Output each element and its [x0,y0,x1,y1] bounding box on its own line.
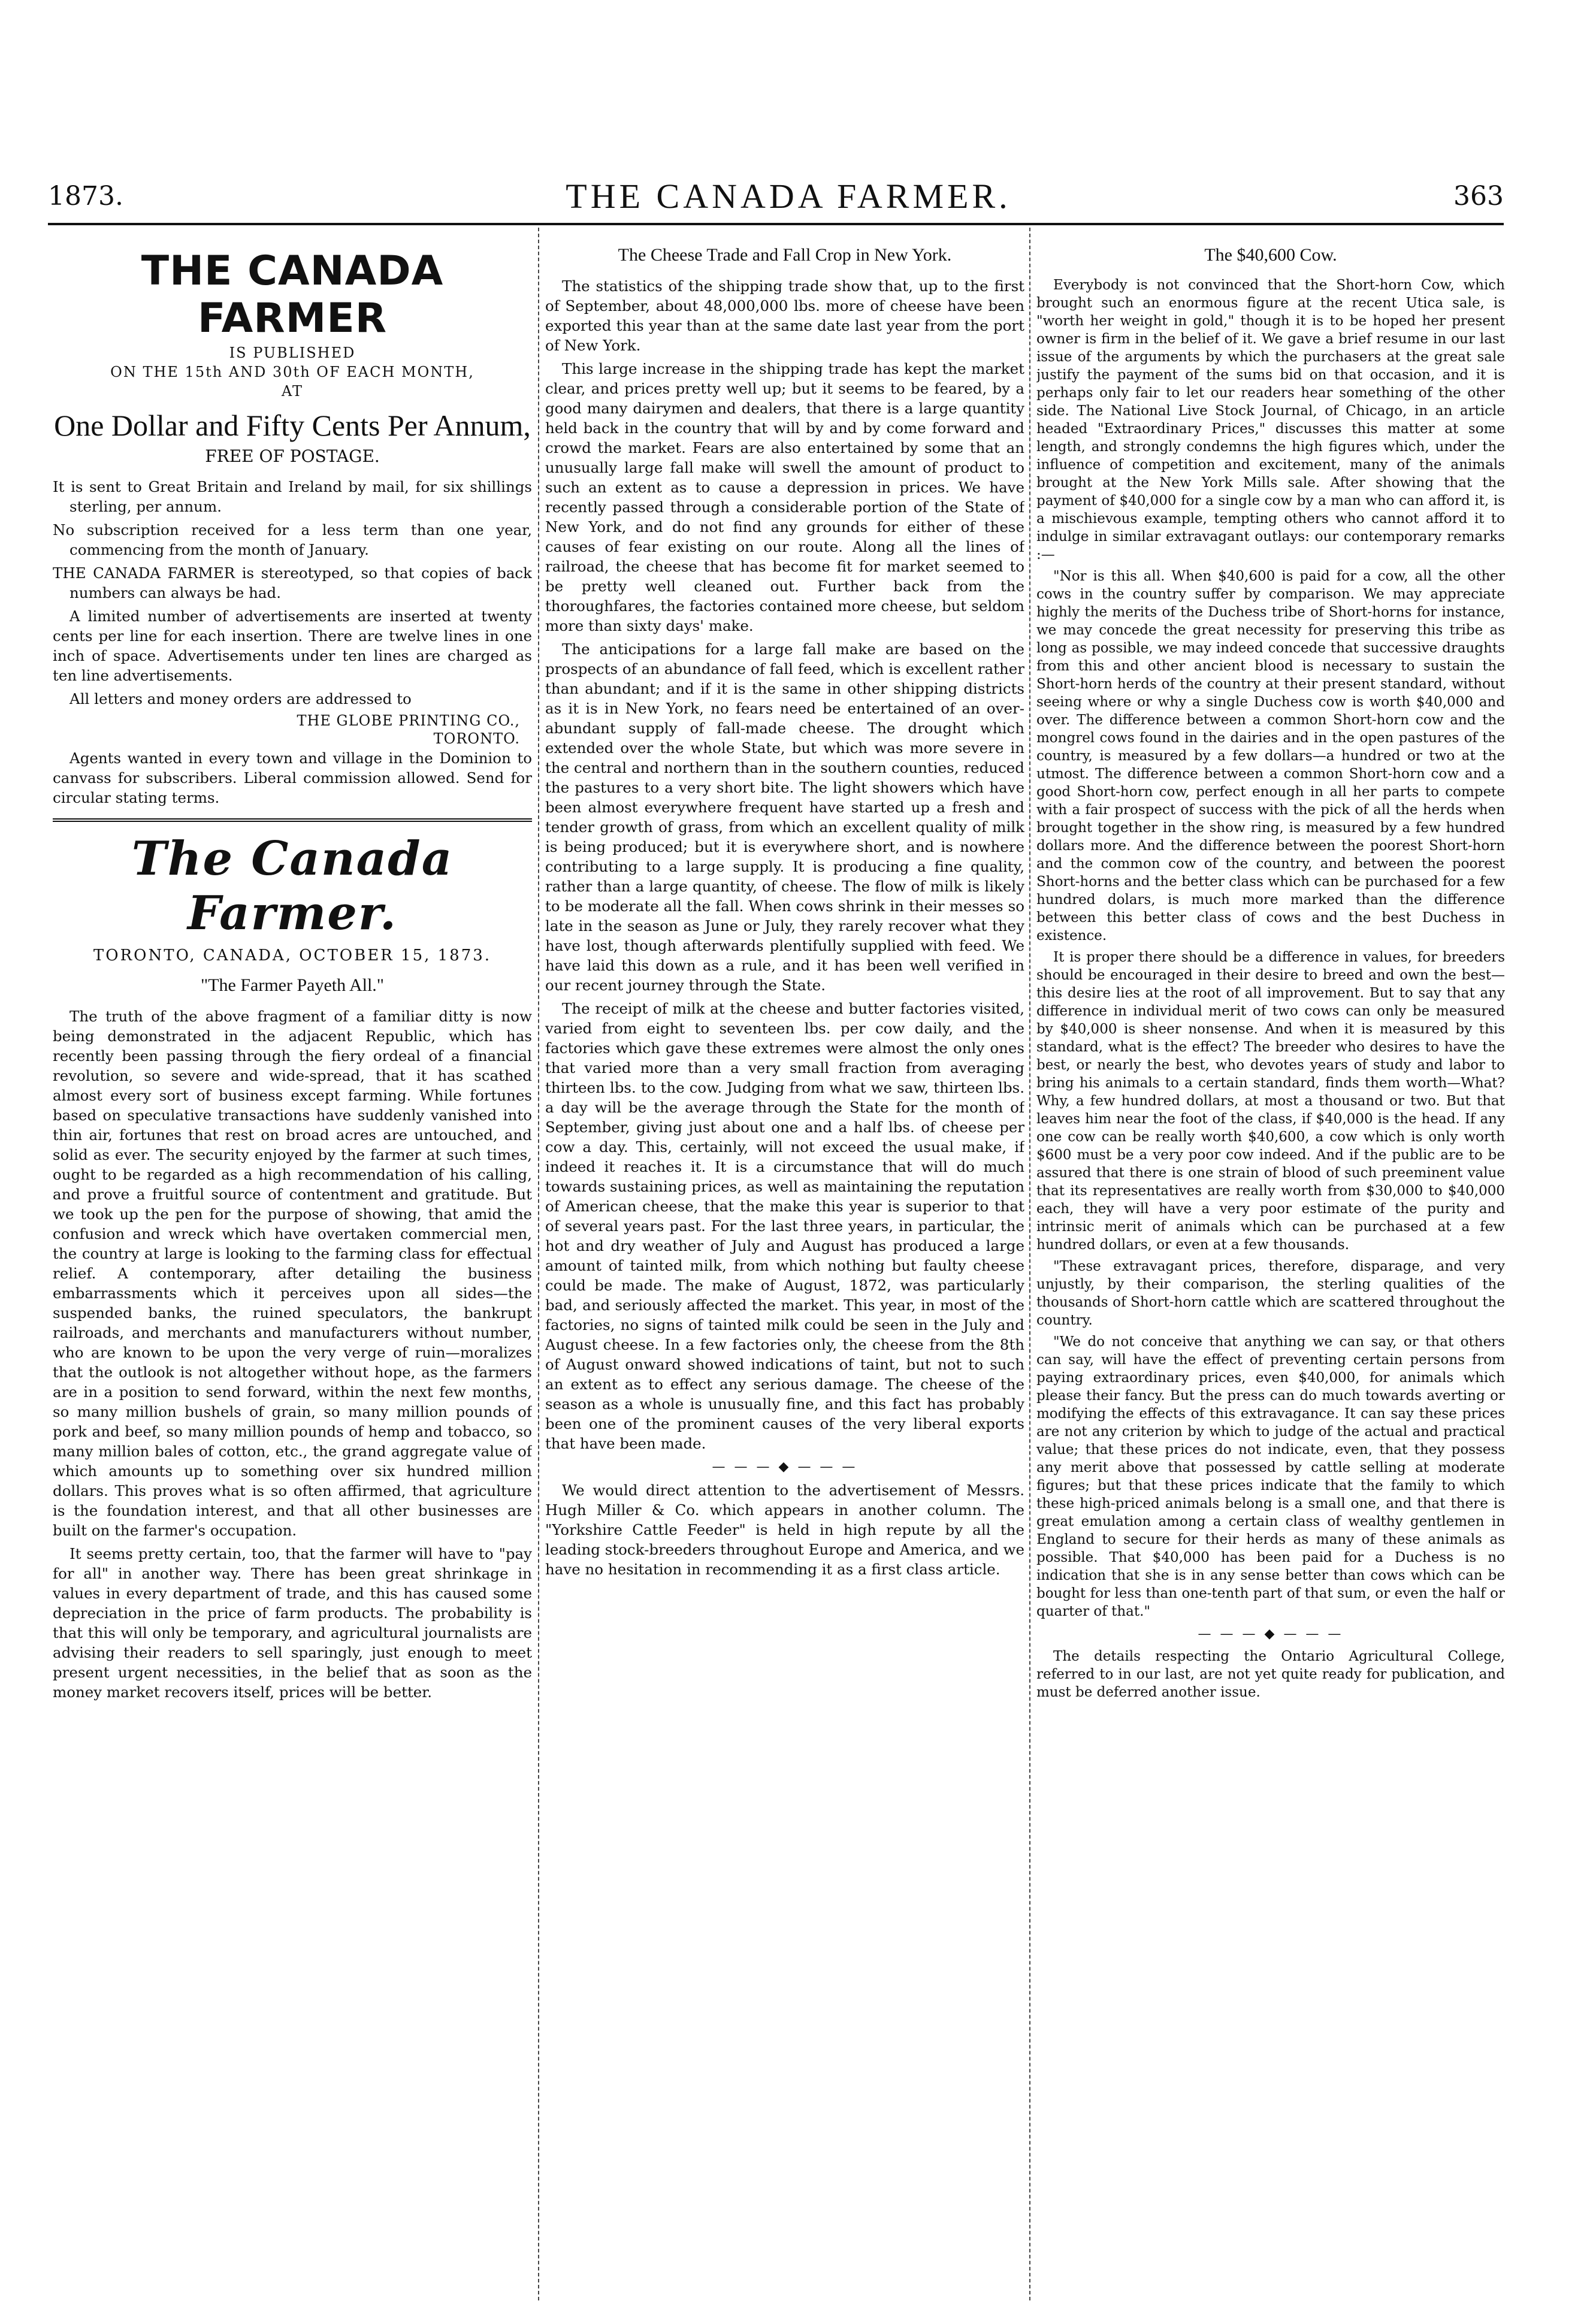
header-rule [48,223,1504,225]
cheese-paragraph: This large increase in the shipping trade has kept the market clear, and prices pretty well up; but it seems to be feared, by a good many dairymen and dealers, that there is a large quantity held back in the country that will by and by come forward and crowd the market. Fears are also entertained by some that an unusually large fall make will swell the amount of product to such an extent as to cause a depression in prices. We have recently passed through a considerable portion of the State of New York, and do not find any grounds for either of these causes of fear existing on our route. Along all the lines of railroad, the cheese that has become fit for market seemed to be pretty well cleaned out. Further back from the thoroughfares, the factories contained more cheese, but seldom more than sixty days' make. [545,360,1024,634]
cow-paragraph: "These extravagant prices, therefore, disparage, and very unjustly, by their comparison, the sterling qualities of the thousands of Short-horn cattle which are scattered throughout the country. [1036,1259,1505,1328]
publisher-name: THE GLOBE PRINTING CO., [297,712,520,729]
column-middle [545,237,1024,2297]
editorial-paragraph: It seems pretty certain, too, that the farmer will have to "pay for all" in another way. There has been great shrinkage in values in every department of trade, and this has caused some depreciation in the price of farm products. The probability is that this will only be temporary, and agricultural journalists are advising their readers to sell sparingly, just enough to meet present urgent necessities, in the belief that as soon as the money market recovers itself, prices will be better. [53,1545,532,1701]
cow-paragraph: "Nor is this all. When $40,600 is paid for a cow, all the other cows in the country suffer by comparison. We may appreciate highly the merits of the Duchess tribe of Short-horns for instance, we may concede the great necessity for preserving this tribe as long as possible, we may indeed concede that successive draughts from this and other ancient blood is necessary to sustain the Short-horn herds of the country at their present standard, without seeing where or why a single Duchess cow is worth $40,000 and over. The difference between a common Short-horn cow and the mongrel cows found in the dairies and in the open pastures of the country, is measured by a few dollars—a hundred or two at the utmost. The difference between a common Short-horn cow and a good Short-horn cow, perfect enough in all her parts to compete with a fair prospect of success with the pick of all the herds when brought together in the show ring, is measured by a few hundred dollars more. And the difference between the poorest Short-horn and the common cow of the country, and between the poorest Short-horns and the better class which can be purchased for a few hundred dolars, is much more marked than the difference between this better class of cows and the best Duchess in existence. [1036,569,1505,944]
running-head [48,175,1504,217]
editorial-paragraph: The truth of the above fragment of a familiar ditty is now being demonstrated in the adjacent Republic, which has recently been passing through the fiery ordeal of a financial revolution, so severe and wide-spread, that it has scathed almost every sort of business except farming. While fortunes based on speculative transactions have suddenly vanished into thin air, fortunes that rest on broad acres are untouched, and solid as ever. The security enjoyed by the farmer at such times, ought to be regarded as a high recommendation of his calling, and prove a fruitful source of contentment and gratitude. But we took up the pen for the purpose of showing, that amid the confusion and wreck which have overtaken commercial men, the country at large is looking to the farming class for effectual relief. A contemporary, after detailing the business embarrassments which it perceives upon all sides—the suspended banks, the ruined speculators, the bankrupt railroads, and merchants and manufacturers without number, who are known to be upon the very verge of ruin—moralizes that the outlook is not altogether without hope, as the farmers are in a position to send forward, within the next few months, so many million bushels of grain, so many million pounds of pork and beef, so many million pounds of hemp and tobacco, so many million bales of cotton, etc., the grand aggregate value of which amounts up to something over six hundred million dollars. This proves what is so often affirmed, that agriculture is the foundation interest, and that all other businesses are built on the farmer's occupation. [53,1008,532,1539]
agents-notice: Agents wanted in every town and village in the Dominion to canvass for subscribers. Liberal commission allowed. Send for circular stating terms. [53,749,532,806]
masthead-title: THE CANADA FARMER [141,247,444,342]
masthead-schedule: ON THE 15th AND 30th OF EACH MONTH, [110,364,474,380]
column-rule-1 [538,228,539,2300]
cow-article-heading: The $40,600 Cow. [1204,245,1337,265]
notice: No subscription received for a less term than one year, commencing from the month of January. [53,521,532,558]
masthead-postage: FREE OF POSTAGE. [205,446,380,466]
publisher-city: TORONTO. [433,730,520,747]
masthead-price: One Dollar and Fifty Cents Per Annum, [54,409,531,442]
divider-ornament: — — — ◆ — — — [1198,1626,1344,1641]
notice: All letters and money orders are addressed to [69,690,412,708]
cheese-paragraph: The anticipations for a large fall make are based on the prospects of an abundance of fall feed, which is excellent rather than abundant; and if it is the same in other shipping districts as it is in New York, no fears need be entertained of an over-abundant supply of fall-made cheese. The drought which extended over the whole State, but which was more severe in the central and northern than in the southern counties, reduced the pastures to a very short bite. The light showers which have been almost everywhere frequent have started up a fresh and tender growth of grass, from which an excellent quality of milk is being produced; but it is everywhere short, and is nowhere contributing to a large supply. It is producing a fine quality, rather than a large quantity, of cheese. The flow of milk is likely to be moderate all the fall. When cows shrink in their messes so late in the season as June or July, they rarely recover what they have lost, though afterwards plentifully supplied with feed. We have laid this down as a rule, and it has been well verified in our recent journey through the State. [545,640,1024,994]
header-title: THE CANADA FARMER. [566,176,1011,216]
cow-paragraph: "We do not conceive that anything we can say, or that others can say, will have the effect of preventing certain persons from paying extraordinary prices, even $40,000, for animals which please their fancy. But the press can do much towards averting or modifying the effects of this extravagance. It can say these prices are not any criterion by which to judge of the actual and practical value; that these prices do not indicate, even, that they possess any merit above that possessed by cattle selling at moderate figures; but that these prices indicate that the family to which these high-priced animals belong is a small one, and that there is great emulation among a certain class of wealthy gentlemen in England to secure for their herds as many of these animals as possible. That $40,000 has been paid for a Duchess is no indication that she is in any sense better than cows which can be bought for less than one-tenth part of that sum, or even the half or quarter of that." [1036,1334,1505,1619]
notice: It is sent to Great Britain and Ireland by mail, for six shillings sterling, per annum. [53,478,532,515]
column-right [1036,237,1505,2297]
notice: THE CANADA FARMER is stereotyped, so that copies of back numbers can always be had. [53,564,532,601]
masthead-published-line: IS PUBLISHED [229,344,356,361]
masthead-at: AT [281,383,304,400]
header-year: 1873. [48,180,123,211]
editorial-heading: "The Farmer Payeth All." [200,975,385,995]
column-left [53,237,532,2297]
cow-paragraph: It is proper there should be a difference in values, for breeders should be encouraged in their desire to breed and own the best—this desire lies at the root of all improvement. But to say that any difference in individual merit of two cows can only be measured by $40,000 is sheer nonsense. And when it is measured by this standard, what is the effect? The breeder who desires to have the best, or nearly the best, who devotes years of study and labor to bring his animals to a certain standard, finds them worth—What? Why, a few hundred dollars, at most a thousand or two. But that leaves him near the foot of the class, if $40,000 is the head. If any one cow can be really worth $40,600, a cow which is only worth $600 must be a very poor cow indeed. And if the public are to be assured that there is one strain of blood of such preeminent value that its representatives are really worth from $30,000 to $40,000 each, they will have a very poor estimate of the purity and intrinsic merit of animals which can be purchased at a few hundred dollars, or even at a few thousands. [1036,950,1505,1253]
cheese-paragraph: The statistics of the shipping trade show that, up to the first of September, about 48,000,000 lbs. more of cheese have been exported this year than at the same date last year from the port of New York. [545,277,1024,354]
column-rule-2 [1029,228,1030,2300]
section-rule [53,818,532,822]
cheese-article-heading: The Cheese Trade and Fall Crop in New York. [618,245,952,265]
cow-paragraph: Everybody is not convinced that the Short-horn Cow, which brought such an enormous figure at the recent Utica sale, is "worth her weight in gold," though it is to be hoped her present owner is firm in the belief of it. We gave a brief resume in our last issue of the arguments by which the purchasers at the great sale justify the payment of the sums bid on that occasion, and it is perhaps only fair to let our readers hear something of the other side. The National Live Stock Journal, of Chicago, in an article headed "Extraordinary Prices," discusses this matter at some length, and strongly condemns the high figures which, under the influence of competition and excitement, many of the animals brought at the New York Mills sale. After showing that the payment of $40,000 for a single cow by a man who can afford it, is a mischievous example, tempting others who cannot afford it to indulge in similar extravagant outlays: our contemporary remarks :— [1036,277,1505,563]
divider-ornament: — — — ◆ — — — [712,1459,858,1474]
nameplate: The Canada Farmer. [131,832,454,941]
cheese-paragraph: The receipt of milk at the cheese and butter factories visited, varied from eight to seventeen lbs. per cow daily, and the factories which gave these extremes were almost the only ones that varied more than a very small fraction from averaging thirteen lbs. to the cow. Judging from what we saw, thirteen lbs. a day will be the average through the State for the month of September, giving just about one and a half lbs. of cheese per cow a day. This, certainly, will not exceed the usual make, if indeed it reaches it. It is a circumstance that will do much towards sustaining prices, as well as maintaining the reputation of American cheese, that the make this year is superior to that of several years past. For the last three years, in particular, the hot and dry weather of July and August has produced a large amount of tainted milk, from which nothing but faulty cheese could be made. The make of August, 1872, was particularly bad, and seriously affected the market. This year, in most of the factories, no signs of tainted milk could be seen in the July and August cheese. In a few factories only, the cheese from the 8th of August onward showed indications of taint, but not to such an extent as to effect any serious damage. The cheese of the season as a whole is unusually fine, and this fact has probably been one of the prominent causes of the very liberal exports that have been made. [545,1000,1024,1452]
page-number: 363 [1453,180,1504,211]
college-notice: The details respecting the Ontario Agricultural College, referred to in our last, are not yet quite ready for publication, and must be deferred another issue. [1036,1649,1505,1700]
notice: A limited number of advertisements are inserted at twenty cents per line for each insertion. There are twelve lines in one inch of space. Advertisements under ten lines are charged as ten line advertisements. [53,607,532,684]
dateline: TORONTO, CANADA, OCTOBER 15, 1873. [93,947,492,965]
advertisement-notice: We would direct attention to the advertisement of Messrs. Hugh Miller & Co. which appears in another column. The "Yorkshire Cattle Feeder" is held in high repute by all the leading stock-breeders throughout Europe and America, and we have no hesitation in recommending it as a first class article. [545,1482,1024,1578]
